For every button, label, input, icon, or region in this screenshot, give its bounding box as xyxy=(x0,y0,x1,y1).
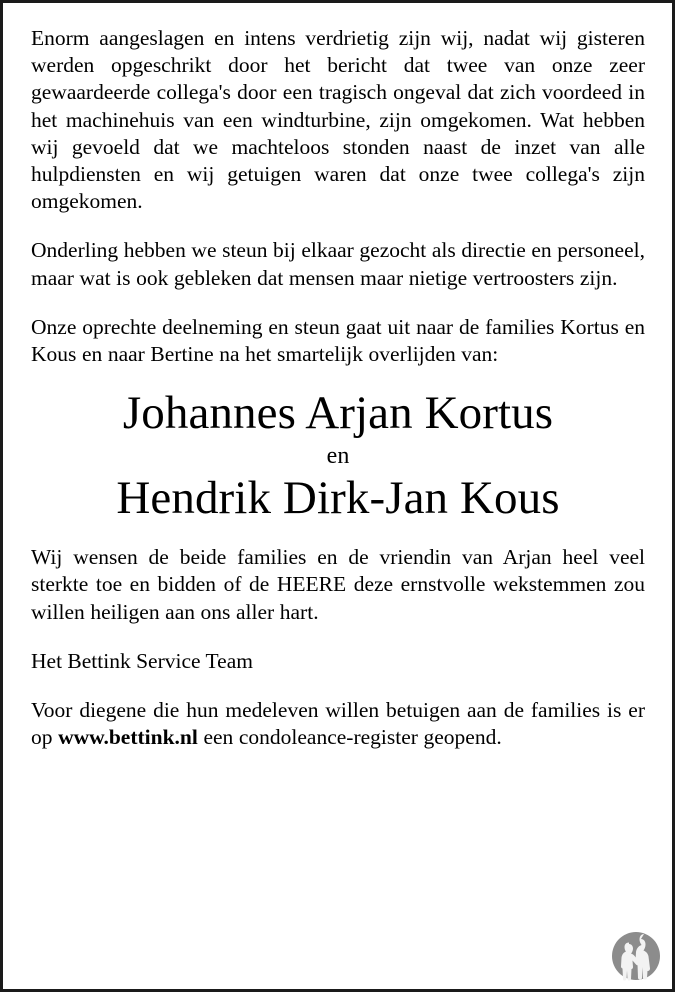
paragraph-closing xyxy=(31,697,645,751)
spacer xyxy=(31,626,645,648)
name-separator: en xyxy=(326,443,350,470)
spacer xyxy=(31,292,645,314)
paragraph-sympathy: Onze oprechte deelneming en steun gaat uit naar de families Kortus en Kous en naar Bertine na het smartelijk overlijden van: xyxy=(31,314,645,367)
deceased-name-primary: Johannes Arjan Kortus xyxy=(122,387,554,440)
spacer xyxy=(31,526,645,544)
deceased-name-secondary: Hendrik Dirk-Jan Kous xyxy=(116,472,560,525)
closing-suffix: een condoleance-register geopend. xyxy=(197,725,502,750)
paragraph-opening: Enorm aangeslagen en intens verdrietig zijn wij, nadat wij gisteren werden opgeschrikt door het bericht dat twee van onze zeer gewaardeerde collega's door een tragisch ongeval dat zich voordeed in het machinehuis van een windturbine, zijn omgekomen. Wat hebben wij gevoeld dat we machteloos stonden naast de inzet van alle hulpdiensten en wij getuigen waren dat onze twee collega's zijn omgekomen. xyxy=(31,26,645,214)
embracing-figures-logo xyxy=(611,931,661,981)
condolence-website[interactable]: www.bettink.nl xyxy=(58,725,198,750)
deceased-names xyxy=(31,386,645,526)
spacer xyxy=(31,368,645,386)
closing-prefix: Voor diegene die hun medeleven willen betuigen aan de families is er op xyxy=(31,698,645,750)
notice-content xyxy=(3,3,672,751)
paragraph-support: Onderling hebben we steun bij elkaar gezocht als directie en personeel, maar wat is ook gebleken dat mensen maar nietige vertroosters zijn. xyxy=(31,238,645,290)
spacer xyxy=(31,675,645,697)
spacer xyxy=(31,215,645,237)
paragraph-condolence: Wij wensen de beide families en de vriendin van Arjan heel veel sterkte toe en bidden of de HEERE deze ernstvolle wekstemmen zou willen heiligen aan ons aller hart. xyxy=(31,545,645,624)
signature-line: Het Bettink Service Team xyxy=(31,648,253,673)
